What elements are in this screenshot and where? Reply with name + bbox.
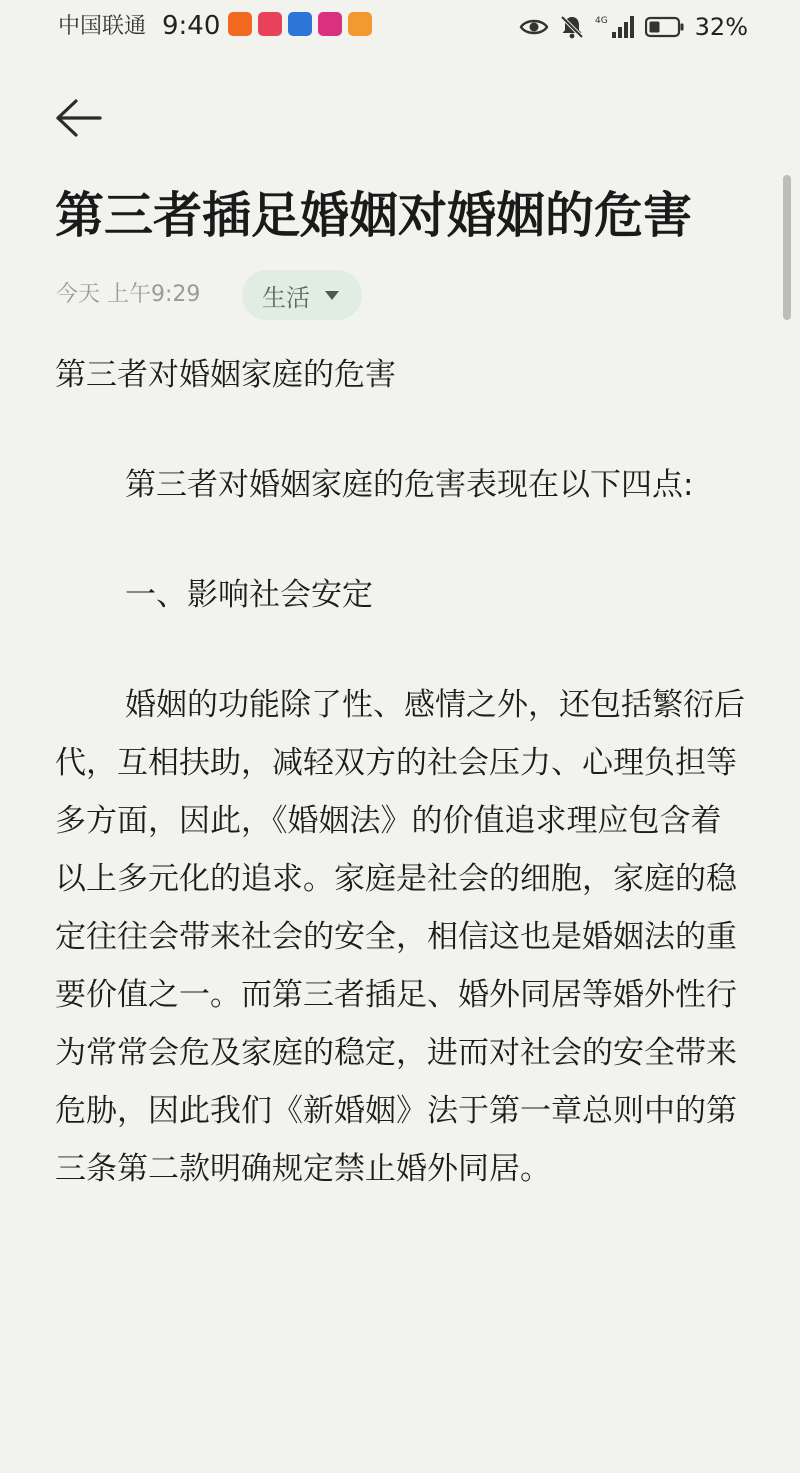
- carrier-name: 中国联通: [58, 14, 147, 39]
- category-dropdown[interactable]: [242, 270, 362, 320]
- eye-icon: [519, 16, 549, 38]
- note-body[interactable]: [55, 346, 745, 1198]
- status-bar: [0, 0, 800, 56]
- battery-percentage: 32%: [694, 13, 748, 41]
- shopping-app-icon: [258, 12, 282, 36]
- status-time: 9:40: [162, 11, 221, 41]
- signal-icon: [595, 14, 635, 40]
- status-indicators: [519, 10, 748, 44]
- back-button[interactable]: [52, 92, 104, 144]
- video-app-icon: [348, 12, 372, 36]
- content-heading: 第三者对婚姻家庭的危害: [55, 357, 396, 393]
- bell-mute-icon: [559, 14, 585, 40]
- caret-down-icon: [324, 289, 340, 301]
- signal-type-label: 4G: [594, 16, 608, 26]
- section-title: 一、影响社会安定: [125, 577, 373, 613]
- scrollbar[interactable]: [783, 175, 791, 320]
- note-date: 今天 上午9:29: [56, 282, 201, 307]
- content-paragraph: 婚姻的功能除了性、感情之外，还包括繁衍后代，互相扶助，减轻双方的社会压力、心理负担等多方面，因此，《婚姻法》的价值追求理应包含着以上多元化的追求。家庭是社会的细胞，家庭的稳定往往会带来社会的安全，相信这也是婚姻法的重要价值之一。而第三者插足、婚外同居等婚外性行为常常会危及家庭的稳定，进而对社会的安全带来危胁，因此我们《新婚姻》法于第一章总则中的第三条第二款明确规定禁止婚外同居。: [55, 687, 745, 1187]
- note-title[interactable]: 第三者插足婚姻对婚姻的危害: [55, 187, 693, 244]
- lightbulb-app-icon: [288, 12, 312, 36]
- content-intro: 第三者对婚姻家庭的危害表现在以下四点:: [125, 467, 694, 503]
- note-meta: [56, 268, 756, 322]
- notification-icons: [228, 12, 372, 36]
- category-label: 生活: [262, 283, 310, 312]
- pinduoduo-app-icon: [318, 12, 342, 36]
- battery-icon: [645, 16, 685, 38]
- back-arrow-icon: [54, 98, 102, 138]
- taobao-app-icon: [228, 12, 252, 36]
